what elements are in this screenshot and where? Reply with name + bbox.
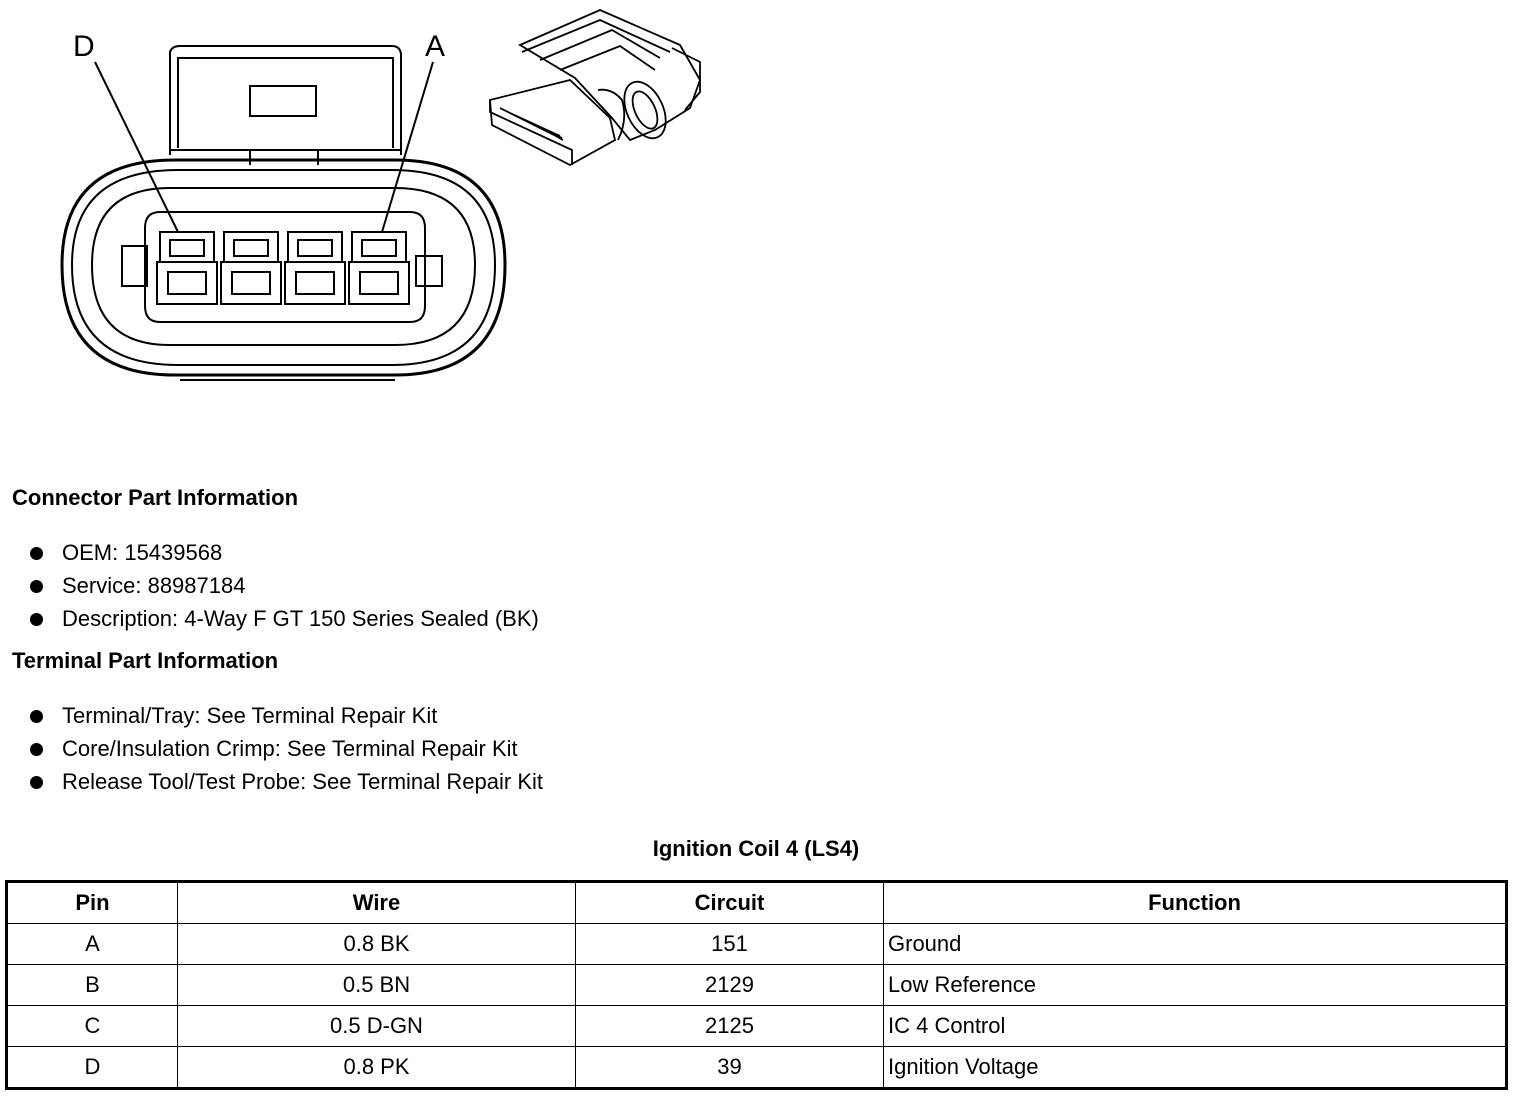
cell-wire: 0.8 PK [178, 1047, 576, 1089]
cell-function: Ground [884, 924, 1507, 965]
connector-latch [170, 46, 401, 155]
terminal-cavities-bottom [157, 262, 409, 304]
list-item: OEM: 15439568 [28, 536, 539, 569]
list-item: Core/Insulation Crimp: See Terminal Repair Kit [28, 732, 543, 765]
bullet-icon [30, 613, 43, 626]
connector-section-heading: Connector Part Information [12, 485, 299, 510]
cell-pin: B [7, 965, 178, 1006]
cell-function: Low Reference [884, 965, 1507, 1006]
header-function: Function [884, 882, 1507, 924]
header-pin: Pin [7, 882, 178, 924]
cell-pin: D [7, 1047, 178, 1089]
cell-wire: 0.8 BK [178, 924, 576, 965]
bullet-icon [30, 710, 43, 723]
list-item: Release Tool/Test Probe: See Terminal Repair Kit [28, 765, 543, 798]
leader-line-a [382, 62, 433, 232]
connector-3d-view [490, 10, 700, 165]
pin-table [5, 880, 1508, 1090]
cell-function: Ignition Voltage [884, 1047, 1507, 1089]
table-header-row [7, 882, 1507, 924]
cell-circuit: 2129 [576, 965, 884, 1006]
pin-label-d: D [73, 30, 95, 63]
cell-pin: A [7, 924, 178, 965]
bullet-icon [30, 743, 43, 756]
pin-label-a: A [425, 30, 446, 63]
connector-shell [62, 160, 505, 375]
table-title: Ignition Coil 4 (LS4) [652, 836, 860, 861]
cell-function: IC 4 Control [884, 1006, 1507, 1047]
header-wire: Wire [178, 882, 576, 924]
table-row [7, 965, 1507, 1006]
list-item: Service: 88987184 [28, 569, 539, 602]
list-item: Terminal/Tray: See Terminal Repair Kit [28, 699, 543, 732]
bullet-icon [30, 547, 43, 560]
table-row [7, 1047, 1507, 1089]
bullet-icon [30, 776, 43, 789]
bullet-icon [30, 580, 43, 593]
leader-line-d [95, 62, 178, 232]
cell-circuit: 2125 [576, 1006, 884, 1047]
connector-info-list [28, 536, 539, 635]
header-circuit: Circuit [576, 882, 884, 924]
table-row [7, 1006, 1507, 1047]
cell-wire: 0.5 D-GN [178, 1006, 576, 1047]
terminal-cavities-top [160, 232, 406, 262]
list-item: Description: 4-Way F GT 150 Series Sealed (BK) [28, 602, 539, 635]
table-row [7, 924, 1507, 965]
cell-circuit: 39 [576, 1047, 884, 1089]
cell-pin: C [7, 1006, 178, 1047]
connector-diagram [0, 0, 720, 400]
terminal-section-heading: Terminal Part Information [12, 648, 279, 673]
cell-circuit: 151 [576, 924, 884, 965]
cell-wire: 0.5 BN [178, 965, 576, 1006]
terminal-info-list [28, 699, 543, 798]
